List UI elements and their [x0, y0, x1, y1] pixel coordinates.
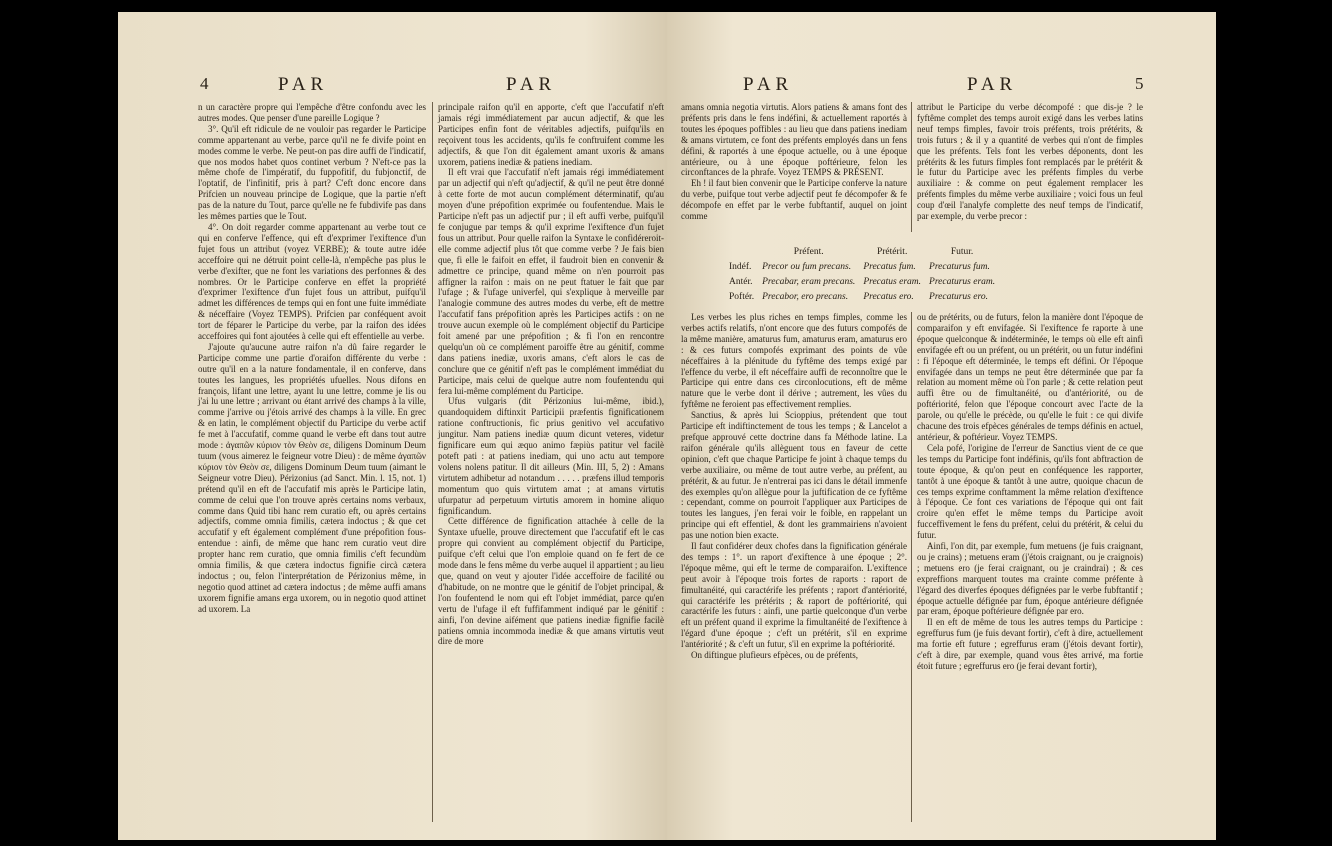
table-cell: Antér. — [729, 277, 753, 287]
table-cell: Precatus ero. — [863, 292, 914, 302]
table-cell: Precabor, ero precans. — [762, 292, 849, 302]
table-header: Futur. — [950, 247, 974, 257]
page-header — [118, 74, 667, 98]
column-rule — [911, 312, 912, 822]
running-head: PAR — [506, 74, 557, 95]
table-cell: Poftér. — [729, 292, 755, 302]
text-column-2-bottom — [917, 312, 1143, 672]
table-header — [729, 246, 760, 259]
table-header: Préfent. — [793, 247, 824, 257]
running-head: PAR — [967, 74, 1018, 95]
table-row — [729, 261, 1001, 274]
page-number: 4 — [200, 74, 209, 93]
table-cell: Precatus fum. — [863, 262, 916, 272]
table-cell: Precor ou fum precans. — [762, 262, 852, 272]
book-spread — [118, 12, 1216, 840]
paragraph: Eh ! il faut bien convenir que le Participe conferve la nature du verbe, puifque tout verbe adjectif peut fe décompofer & fe décompofe en effet par le verbe fubftantif, auquel on joint comme — [681, 178, 907, 222]
paragraph: Sanctius, & après lui Scioppius, prétendent que tout Participe eft indiftinctement de tous les temps ; & Lancelot a prefque approuvé cette doctrine dans fa Méthode latine. La raifon générale qu'ils allèguent tous en faveur de cette opinion, c'eft que chaque Participe fe joint à chaque temps du verbe auxiliaire, ou même de tout autre verbe, au préfent, au prétérit, & au futur. Je n'entrerai pas ici dans le détail immenfe des exemples qu'on allègue pour la juftification de ce fyftême : cependant, comme on pourroit l'appliquer aux Participes de toutes les langues, j'en ferai voir le foible, en rappelant un principe qui eft effentiel, & dont les grammairiens n'avoient pas une notion bien exacte. — [681, 410, 907, 541]
paragraph: Cela pofé, l'origine de l'erreur de Sanctius vient de ce que les temps du Participe font indéfinis, qu'ils font abftraction de toute époque, & qu'on peut en conféquence les rapporter, tantôt à une époque & tantôt à une autre, quoique chacun de ces temps exprime conftamment la même relation d'exiftence à l'époque. Ce font ces variations de l'époque qui ont fait croire qu'en effet le même temps du Participe avoit fucceffivement le fens du préfent, celui du prétérit, & celui du futur. — [917, 442, 1143, 541]
paragraph: Ainfi, l'on dit, par exemple, fum metuens (je fuis craignant, ou je crains) ; metuens eram (j'étois craignant, ou je craignois) ; metuens ero (je ferai craignant, ou je craindrai) ; & ces expreffions marquent toutes ma crainte comme préfente à l'égard des diverfes époques défignées par le verbe fubftantif ; époque actuelle défignée par fum, époque antérieure défignée par eram, époque poftérieure défignée par ero. — [917, 541, 1143, 617]
paragraph: ou de prétérits, ou de futurs, felon la manière dont l'époque de comparaifon y eft envifagée. Si l'exiftence fe raporte à une époque quelconque & indéterminée, le temps où elle eft ainfi envifagée eft ou un préfent, ou un prétérit, ou un futur indéfini : fi l'époque eft déterminée, le temps eft défini. Or l'époque envifagée dans un temps ne peut être déterminée que par fa relation au moment même où l'on parle ; & cette relation peut auffi être ou de fimultanéité, ou d'antériorité, ou de poftériorité, felon que l'époque concourt avec l'acte de la parole, ou qu'elle le précède, ou qu'elle le fuit : ce qui divife chacune des trois efpèces générales de temps définis en actuel, antérieur, & poftérieur. Voyez TEMPS. — [917, 312, 1143, 442]
paragraph: Il eft vrai que l'accufatif n'eft jamais régi immédiatement par un adjectif qui n'eft qu'adjectif, & qu'il ne peut être donné à cette forte de mot aucun complément déterminatif, qu'au moyen d'une prépofition exprimée ou foufentendue. Mais le Participe n'eft pas un adjectif pur ; il eft auffi verbe, puifqu'il fe conjugue par temps & qu'il exprime l'exiftence d'un fujet fous un attribut. Pour quelle raifon la Syntaxe le confidéreroit-elle comme adjectif plus tôt que comme verbe ? Je fais bien que, fi elle le faifoit en effet, il faudroit bien en convenir & admettre ce principe, quand même on n'en pourroit pas affigner la raifon : mais on ne peut ftatuer le fait que par l'ufage ; & l'ufage univerfel, qui s'explique à merveille par l'analogie commune des autres modes du verbe, eft de mettre l'accufatif fans prépofition après les Participes actifs : on ne trouve aucun exemple où le complément objectif du Participe foit amené par une prépofition ; & fi l'on en rencontre quelqu'un où ce complément paroiffe être au génitif, comme dans patiens inediæ, uxoris amans, c'eft alors le cas de conclure que ce génitif n'eft pas le complément immédiat du Participe, mais celui de quelque autre nom foufentendu qui fera lui-même complément du Participe. — [438, 167, 664, 396]
paragraph: On diftingue plufieurs efpèces, ou de préfents, — [691, 650, 858, 661]
column-rule — [911, 102, 912, 232]
paragraph: 3°. Qu'il eft ridicule de ne vouloir pas regarder le Participe comme appartenant au verbe, parce qu'il ne fe divife point en modes comme le verbe. Ne peut-on pas dire auffi de l'indicatif, que nos modos habet quos continet verbum ? N'eft-ce pas la même chofe de l'impératif, du fuppofitif, du fubjonctif, de l'optatif, de l'infinitif, pris à part? C'eft donc encore dans Prifcien un nouveau principe de Logique, que la partie n'eft pas de la nature du Tout, parce qu'elle ne fe fubdivife pas dans les mêmes parties que le Tout. — [198, 123, 426, 222]
paragraph: Il en eft de même de tous les autres temps du Participe : egreffurus fum (je fuis devant fortir), c'eft à dire, actuellement ma fortie eft future ; egreffurus eram (j'étois devant fortir), c'eft à dire, par exemple, quand vous êtes arrivé, ma fortie étoit future ; egreffurus ero (je ferai devant fortir), — [917, 617, 1143, 671]
paragraph: Cette différence de fignification attachée à celle de la Syntaxe ufuelle, prouve directement que l'accufatif eft le cas propre qui convient au complément objectif du Participe, puifque c'eft celui que l'on emploie quand on fe fert de ce mode dans le fens même du verbe auquel il appartient ; au lieu que, quand on veut y ajouter l'idée acceffoire de facilité ou d'habitude, on ne montre que le génitif de l'objet principal, & l'on foufentend le nom qui eft l'objet immédiat, parce qu'en vertu de l'ufage il eft fuffifamment indiqué par le génitif : ainfi, l'on devine aifément que patiens inediæ fignifie facilè patiens omnia incommoda inediæ & que amans virtutis veut dire de more — [438, 516, 664, 647]
running-head: PAR — [278, 74, 329, 95]
page-header — [667, 74, 1216, 98]
text-column-1-top — [681, 102, 907, 222]
paragraph: 4°. On doit regarder comme appartenant au verbe tout ce qui en conferve l'effence, qui eft d'exprimer l'exiftence d'un fujet fous un attribut (voyez VERBE); & toute autre idée acceffoire qui ne détruit point celle-là, n'empêche pas plus le verbe d'exifter, que ne font les variations des perfonnes & des nombres. Or le Participe conferve en effet la propriété d'exprimer l'exiftence d'un fujet fous un attribut, puifqu'il admet les différences de temps qui en font une fuite immédiate & néceffaire (Voyez TEMPS). Prifcien par conféquent avoit tort de féparer le Participe du verbe, par la raifon des idées acceffoires qui font ajoutées à celle qui eft effentielle au verbe. — [198, 221, 426, 342]
table-cell: Precabar, eram precans. — [762, 277, 856, 287]
text-column-1-bottom — [681, 312, 907, 661]
left-page — [118, 12, 667, 840]
paragraph: attribut le Participe du verbe décompofé : que dis-je ? le fyftême complet des temps auroit exigé dans les verbes latins neuf temps fimples, favoir trois préfents, trois prétérits, & trois futurs ; & il y a quantité de verbes qui n'ont de fimples que les préfents. Tels font les verbes déponents, dont les prétérits & les futurs fimples font remplacés par le prétérit & le futur du Participe avec les préfents fimples du verbe auxiliaire : & comme on peut également remplacer les préfents fimples du même verbe auxiliaire ; voici fous un feul coup d'œil l'analyfe complette des neuf temps de l'indicatif, par exemple, du verbe precor : — [917, 102, 1143, 222]
text-column-1 — [198, 102, 426, 615]
right-page — [667, 12, 1216, 840]
paragraph: J'ajoute qu'aucune autre raifon n'a dû faire regarder le Participe comme une partie d'oraifon différente du verbe : outre qu'il en a la nature fondamentale, il en conferve, dans toutes les langues, les propriétés ufuelles. Nous difons en françois, lifant une lettre, ayant lu une lettre, comme je lis ou j'ai lu une lettre ; arrivant ou étant arrivé des champs à la ville, comme j'arrive ou j'étois arrivé des champs à la ville. En grec & en latin, le complément objectif du Participe du verbe actif fe met à l'accufatif, comme quand le verbe eft dans tout autre mode : ἀγαπῶν κύριον τὸν Θεὸν σε, diligens Dominum Deum tuum (vous aimerez le feigneur votre Dieu) : de même ἀγαπῶν κύριον τὸν Θεὸν σε, diligens Dominum Deum tuum (aimant le Seigneur votre Dieu). Périzonius (ad Sanct. Min. l. 15, not. 1) prétend qu'il en eft de l'accufatif mis après le Participe latin, comme de celui que l'on trouve après certains noms verbaux, comme dans Quid tibi hanc rem curatio eft, ou après certains adjectifs, comme omnia fimilis, cætera indoctus ; & que cet accufatif y eft également complément d'une prépofition fous-entendue : ainfi, de même que hanc rem curatio veut dire propter hanc rem curatio, que omnia fimilis c'eft fecundùm omnia fimilis, & que cætera indoctus fignifie circà cætera indoctus ; ou, felon l'interprétation de Périzonius même, in negotio quod attinet ad cætera indoctus ; de même auffi amans uxorem fignifie amans erga uxorem, ou in negotio quod attinet ad uxorem. La — [198, 341, 426, 614]
paragraph: Les verbes les plus riches en temps fimples, comme les verbes actifs relatifs, n'ont encore que des futurs compofés de la même manière, amaturus fum, amaturus eram, amaturus ero : & ces futurs compofés exprimant des points de vûe néceffaires à la plénitude du fyftême des temps exigé par l'effence du verbe, il eft néceffaire auffi de reconnoître que le Participe qui entre dans ces circonlocutions, eft de même nature que le verbe dont il dérive ; autrement, les vûes du fyftême ne feroient pas effectivement remplies. — [681, 312, 907, 410]
text-column-2-top — [917, 102, 1143, 222]
text-column-2 — [438, 102, 664, 647]
table-cell: Precatus eram. — [863, 277, 922, 287]
paragraph: Ufus vulgaris (dit Périzonius lui-même, ibid.), quandoquidem diftinxit Participii præfentis fignificationem ratione conftructionis, fic prius genitivo vel accufativo jungitur. Nam patiens inediæ quum dicunt veteres, videtur fignificare eum qui æquo animo fæpiùs patitur vel facilè poteft pati : at patiens inediam, qui uno actu aut tempore volens nolens patitur. Il dit ailleurs (Min. III, 5, 2) : Amans virtutem adhibetur ad notandum . . . . . præfens illud temporis momentum quo quis virtutem amat ; at amans virtutis ufurpatur ad perpetuum virtutis amorem in homine aliquo fignificandum. — [438, 396, 664, 516]
table-header-row — [729, 246, 1001, 259]
table-cell: Precaturus fum. — [929, 262, 990, 272]
column-rule — [432, 102, 433, 822]
table-row — [729, 276, 1001, 289]
table-row — [729, 291, 1001, 304]
paragraph: amans omnia negotia virtutis. Alors patiens & amans font des préfents pris dans le fens indéfini, & actuellement raportés à toutes les époques poffibles : au lieu que dans patiens inediam & amans virtutem, ce font des préfents employés dans un fens défini, & raportés à une époque actuelle, ou à une époque antérieure, ou à une époque poftérieure, felon les circonftances de la phrafe. Voyez TEMPS & PRÉSENT. — [681, 102, 907, 178]
table-cell: Precaturus eram. — [929, 277, 996, 287]
tense-table — [727, 244, 1003, 306]
table-cell: Precaturus ero. — [929, 292, 988, 302]
paragraph: principale raifon qu'il en apporte, c'eft que l'accufatif n'eft jamais régi immédiatement par aucun adjectif, & que les Participes enfin font de véritables adjectifs, puifqu'ils en reçoivent tous les accidents, qu'ils fe conftruifent comme les adjectifs, & que l'on dit également amant uxoris & amans uxorem, patiens inediæ & patiens inediam. — [438, 102, 664, 167]
running-head: PAR — [743, 74, 794, 95]
table-cell: Indéf. — [729, 262, 752, 272]
paragraph: n un caractère propre qui l'empêche d'être confondu avec les autres modes. Que penser d'une pareille Logique ? — [198, 102, 426, 123]
table-header: Prétérit. — [876, 247, 908, 257]
page-number: 5 — [1135, 74, 1144, 93]
paragraph: Il faut confidérer deux chofes dans la fignification générale des temps : 1°. un raport d'exiftence à une époque ; 2°. l'époque même, qui eft le terme de comparaifon. L'exiftence peut avoir à l'époque trois fortes de raports : raport de fimultanéité, qui caractérife les préfents ; raport d'antériorité, qui caractérife les prétérits ; & raport de poftériorité, qui caractérife les futurs : ainfi, une partie quelconque d'un verbe eft un préfent quand il exprime la fimultanéité de l'exiftence à l'égard d'une époque ; c'eft un prétérit, s'il en exprime l'antériorité ; & c'eft un futur, s'il en exprime la poftériorité. — [681, 541, 907, 650]
